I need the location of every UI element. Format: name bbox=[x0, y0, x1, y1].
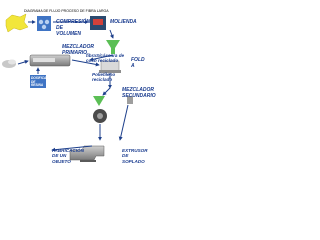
yellow-material-icon bbox=[6, 14, 28, 32]
green-triangle-icon bbox=[93, 96, 105, 106]
compress-machine-icon bbox=[37, 16, 51, 31]
mix-primary-step-label: MEZCLADOR PRIMARIO bbox=[62, 44, 94, 56]
grind-step-label: MOLIENDA bbox=[110, 19, 137, 25]
recycled-fiber-note: fibraS/cáscara de coco reciclado bbox=[86, 53, 125, 64]
funnel-icon bbox=[106, 40, 120, 54]
diagram-title: DIAGRAMA DE FLUJO PROCESO DE FIBRA LARGA bbox=[24, 9, 109, 13]
grinder-icon bbox=[90, 16, 106, 30]
extrusor-step-label: EXTRUSOR DE SOPLADO bbox=[122, 148, 148, 164]
mix-secondary-step-label: MEZCLADOR SECUNDARIO bbox=[122, 87, 156, 99]
fiber-pile-icon bbox=[2, 60, 16, 69]
molding-step-label: FABRICACIÓN DE UN OBJETO bbox=[52, 148, 84, 164]
recycled-pe-note: Polietileno reciclado bbox=[92, 72, 116, 83]
fill-step-label: FOLD A bbox=[131, 57, 145, 69]
dosing-step-label: DOSIFICADOR DE RESINA bbox=[31, 76, 54, 88]
compress-step-label: COMPRESIÓN DE VOLUMEN bbox=[56, 19, 91, 37]
gear-icon bbox=[93, 109, 107, 123]
primary-mixer-icon bbox=[30, 55, 70, 66]
